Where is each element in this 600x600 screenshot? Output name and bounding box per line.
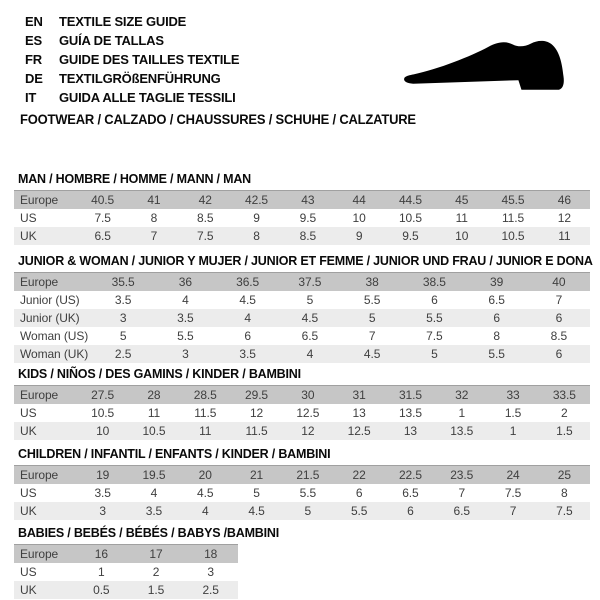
row-label: US [14, 209, 77, 227]
table-row [14, 209, 590, 227]
size-value-cell: 10.5 [128, 422, 179, 440]
size-section [14, 173, 600, 245]
language-code: FR [25, 52, 42, 67]
category-header: FOOTWEAR / CALZADO / CHAUSSURES / SCHUHE / CALZATURE [20, 112, 416, 127]
size-value-cell: 4 [154, 291, 216, 309]
size-table [14, 465, 590, 520]
size-section [14, 527, 600, 599]
size-value-cell: 36.5 [217, 273, 279, 292]
size-value-cell: 5.5 [154, 327, 216, 345]
size-value-cell: 36 [154, 273, 216, 292]
size-value-cell: 4.5 [279, 309, 341, 327]
size-value-cell: 7.5 [539, 502, 590, 520]
size-value-cell: 32 [436, 386, 487, 405]
size-value-cell: 40.5 [77, 191, 128, 210]
language-code: EN [25, 14, 43, 29]
size-value-cell: 6 [385, 502, 436, 520]
size-value-cell: 5.5 [403, 309, 465, 327]
size-value-cell: 11.5 [487, 209, 538, 227]
size-value-cell: 44 [333, 191, 384, 210]
size-value-cell: 10 [333, 209, 384, 227]
size-value-cell: 6.5 [436, 502, 487, 520]
section-title: JUNIOR & WOMAN / JUNIOR Y MUJER / JUNIOR ET FEMME / JUNIOR UND FRAU / JUNIOR E DONA [18, 254, 593, 268]
row-label: Woman (UK) [14, 345, 92, 363]
size-value-cell: 5 [231, 484, 282, 502]
size-value-cell: 9.5 [282, 209, 333, 227]
size-value-cell: 5 [279, 291, 341, 309]
size-value-cell: 8.5 [282, 227, 333, 245]
table-row [14, 345, 590, 363]
size-value-cell: 4.5 [341, 345, 403, 363]
size-value-cell: 1.5 [487, 404, 538, 422]
size-value-cell: 42.5 [231, 191, 282, 210]
size-value-cell: 12 [539, 209, 590, 227]
table-row [14, 422, 590, 440]
size-value-cell: 19.5 [128, 466, 179, 485]
table-row [14, 273, 590, 292]
size-value-cell: 7 [528, 291, 590, 309]
size-value-cell: 5.5 [282, 484, 333, 502]
table-row [14, 291, 590, 309]
size-value-cell: 6 [466, 309, 528, 327]
size-value-cell: 2.5 [183, 581, 238, 599]
size-value-cell: 17 [129, 545, 184, 564]
size-value-cell: 8 [231, 227, 282, 245]
size-value-cell: 35.5 [92, 273, 154, 292]
table-row [14, 404, 590, 422]
size-value-cell: 11 [180, 422, 231, 440]
row-label: UK [14, 227, 77, 245]
row-label: US [14, 484, 77, 502]
size-value-cell: 42 [180, 191, 231, 210]
size-value-cell: 3 [183, 563, 238, 581]
language-label: TEXTILGRÖßENFÜHRUNG [59, 71, 221, 86]
size-value-cell: 3.5 [217, 345, 279, 363]
size-value-cell: 6.5 [279, 327, 341, 345]
row-label: UK [14, 502, 77, 520]
size-value-cell: 4 [217, 309, 279, 327]
size-value-cell: 4.5 [217, 291, 279, 309]
size-value-cell: 3.5 [77, 484, 128, 502]
size-value-cell: 7.5 [77, 209, 128, 227]
size-value-cell: 13 [385, 422, 436, 440]
size-value-cell: 5.5 [466, 345, 528, 363]
size-value-cell: 11 [539, 227, 590, 245]
table-row [14, 227, 590, 245]
size-value-cell: 41 [128, 191, 179, 210]
size-value-cell: 4.5 [231, 502, 282, 520]
size-value-cell: 7.5 [403, 327, 465, 345]
size-value-cell: 5.5 [333, 502, 384, 520]
language-label: TEXTILE SIZE GUIDE [59, 14, 187, 29]
size-value-cell: 18 [183, 545, 238, 564]
size-value-cell: 31 [333, 386, 384, 405]
size-value-cell: 27.5 [77, 386, 128, 405]
size-value-cell: 9 [231, 209, 282, 227]
size-value-cell: 1 [487, 422, 538, 440]
size-value-cell: 5 [282, 502, 333, 520]
size-value-cell: 3 [77, 502, 128, 520]
size-value-cell: 7 [487, 502, 538, 520]
size-value-cell: 31.5 [385, 386, 436, 405]
size-value-cell: 13.5 [436, 422, 487, 440]
table-row [14, 466, 590, 485]
size-value-cell: 20 [180, 466, 231, 485]
size-value-cell: 8.5 [528, 327, 590, 345]
size-value-cell: 8 [539, 484, 590, 502]
size-value-cell: 0.5 [74, 581, 129, 599]
size-value-cell: 1.5 [129, 581, 184, 599]
table-row [14, 581, 238, 599]
size-value-cell: 4 [128, 484, 179, 502]
row-label: US [14, 563, 74, 581]
size-value-cell: 46 [539, 191, 590, 210]
size-value-cell: 3.5 [92, 291, 154, 309]
size-value-cell: 11 [128, 404, 179, 422]
size-value-cell: 5 [341, 309, 403, 327]
size-value-cell: 9 [333, 227, 384, 245]
size-value-cell: 10.5 [77, 404, 128, 422]
row-label: Europe [14, 191, 77, 210]
table-row [14, 502, 590, 520]
size-value-cell: 6.5 [385, 484, 436, 502]
size-value-cell: 39 [466, 273, 528, 292]
size-value-cell: 40 [528, 273, 590, 292]
size-value-cell: 7.5 [487, 484, 538, 502]
size-table [14, 190, 590, 245]
size-value-cell: 12 [231, 404, 282, 422]
table-row [14, 545, 238, 564]
size-value-cell: 10.5 [385, 209, 436, 227]
row-label: Woman (US) [14, 327, 92, 345]
row-label: Europe [14, 466, 77, 485]
size-value-cell: 5 [92, 327, 154, 345]
table-row [14, 386, 590, 405]
size-value-cell: 25 [539, 466, 590, 485]
table-row [14, 191, 590, 210]
size-value-cell: 43 [282, 191, 333, 210]
size-value-cell: 19 [77, 466, 128, 485]
size-value-cell: 37.5 [279, 273, 341, 292]
row-label: UK [14, 422, 77, 440]
size-value-cell: 12 [282, 422, 333, 440]
size-value-cell: 8 [128, 209, 179, 227]
size-value-cell: 11.5 [180, 404, 231, 422]
size-section [14, 255, 600, 363]
size-value-cell: 3.5 [154, 309, 216, 327]
size-value-cell: 44.5 [385, 191, 436, 210]
section-title: MAN / HOMBRE / HOMME / MANN / MAN [18, 172, 251, 186]
size-value-cell: 6 [403, 291, 465, 309]
size-value-cell: 9.5 [385, 227, 436, 245]
size-value-cell: 38.5 [403, 273, 465, 292]
size-table [14, 544, 238, 599]
size-value-cell: 45.5 [487, 191, 538, 210]
size-value-cell: 6 [528, 309, 590, 327]
size-value-cell: 6 [528, 345, 590, 363]
size-value-cell: 8.5 [180, 209, 231, 227]
language-label: GUIDA ALLE TAGLIE TESSILI [59, 90, 236, 105]
size-value-cell: 23.5 [436, 466, 487, 485]
size-value-cell: 6.5 [77, 227, 128, 245]
size-value-cell: 45 [436, 191, 487, 210]
size-section [14, 368, 600, 440]
size-value-cell: 22 [333, 466, 384, 485]
size-value-cell: 11 [436, 209, 487, 227]
row-label: Junior (UK) [14, 309, 92, 327]
size-section [14, 448, 600, 520]
language-code: ES [25, 33, 42, 48]
size-value-cell: 29.5 [231, 386, 282, 405]
table-row [14, 327, 590, 345]
table-row [14, 484, 590, 502]
size-value-cell: 24 [487, 466, 538, 485]
size-value-cell: 1 [74, 563, 129, 581]
size-value-cell: 33.5 [539, 386, 590, 405]
size-value-cell: 8 [466, 327, 528, 345]
size-value-cell: 7 [128, 227, 179, 245]
size-value-cell: 12.5 [333, 422, 384, 440]
size-value-cell: 30 [282, 386, 333, 405]
size-value-cell: 2.5 [92, 345, 154, 363]
size-value-cell: 5 [403, 345, 465, 363]
size-value-cell: 2 [129, 563, 184, 581]
size-value-cell: 7.5 [180, 227, 231, 245]
row-label: Europe [14, 273, 92, 292]
table-row [14, 309, 590, 327]
size-value-cell: 33 [487, 386, 538, 405]
shoe-icon [400, 36, 567, 92]
size-value-cell: 4 [279, 345, 341, 363]
row-label: Junior (US) [14, 291, 92, 309]
size-value-cell: 21.5 [282, 466, 333, 485]
size-value-cell: 4 [180, 502, 231, 520]
size-value-cell: 13 [333, 404, 384, 422]
size-value-cell: 2 [539, 404, 590, 422]
row-label: US [14, 404, 77, 422]
size-value-cell: 7 [436, 484, 487, 502]
size-value-cell: 1.5 [539, 422, 590, 440]
size-value-cell: 4.5 [180, 484, 231, 502]
size-value-cell: 5.5 [341, 291, 403, 309]
size-value-cell: 38 [341, 273, 403, 292]
size-value-cell: 13.5 [385, 404, 436, 422]
language-row [14, 12, 600, 31]
size-value-cell: 11.5 [231, 422, 282, 440]
section-title: KIDS / NIÑOS / DES GAMINS / KINDER / BAMBINI [18, 367, 301, 381]
size-value-cell: 3 [92, 309, 154, 327]
size-table [14, 385, 590, 440]
section-title: CHILDREN / INFANTIL / ENFANTS / KINDER / BAMBINI [18, 447, 331, 461]
row-label: Europe [14, 545, 74, 564]
size-value-cell: 28 [128, 386, 179, 405]
size-value-cell: 22.5 [385, 466, 436, 485]
size-value-cell: 16 [74, 545, 129, 564]
section-title: BABIES / BEBÉS / BÉBÉS / BABYS /BAMBINI [18, 526, 279, 540]
size-value-cell: 1 [436, 404, 487, 422]
size-value-cell: 12.5 [282, 404, 333, 422]
size-value-cell: 10 [436, 227, 487, 245]
size-value-cell: 10.5 [487, 227, 538, 245]
size-tables-container [14, 173, 600, 599]
size-value-cell: 10 [77, 422, 128, 440]
language-label: GUIDE DES TAILLES TEXTILE [59, 52, 240, 67]
row-label: Europe [14, 386, 77, 405]
language-code: DE [25, 71, 43, 86]
size-value-cell: 6 [217, 327, 279, 345]
size-table [14, 272, 590, 363]
language-code: IT [25, 90, 37, 105]
size-value-cell: 21 [231, 466, 282, 485]
size-value-cell: 6.5 [466, 291, 528, 309]
language-label: GUÍA DE TALLAS [59, 33, 164, 48]
size-value-cell: 7 [341, 327, 403, 345]
size-value-cell: 3 [154, 345, 216, 363]
size-value-cell: 28.5 [180, 386, 231, 405]
table-row [14, 563, 238, 581]
row-label: UK [14, 581, 74, 599]
size-value-cell: 6 [333, 484, 384, 502]
size-value-cell: 3.5 [128, 502, 179, 520]
